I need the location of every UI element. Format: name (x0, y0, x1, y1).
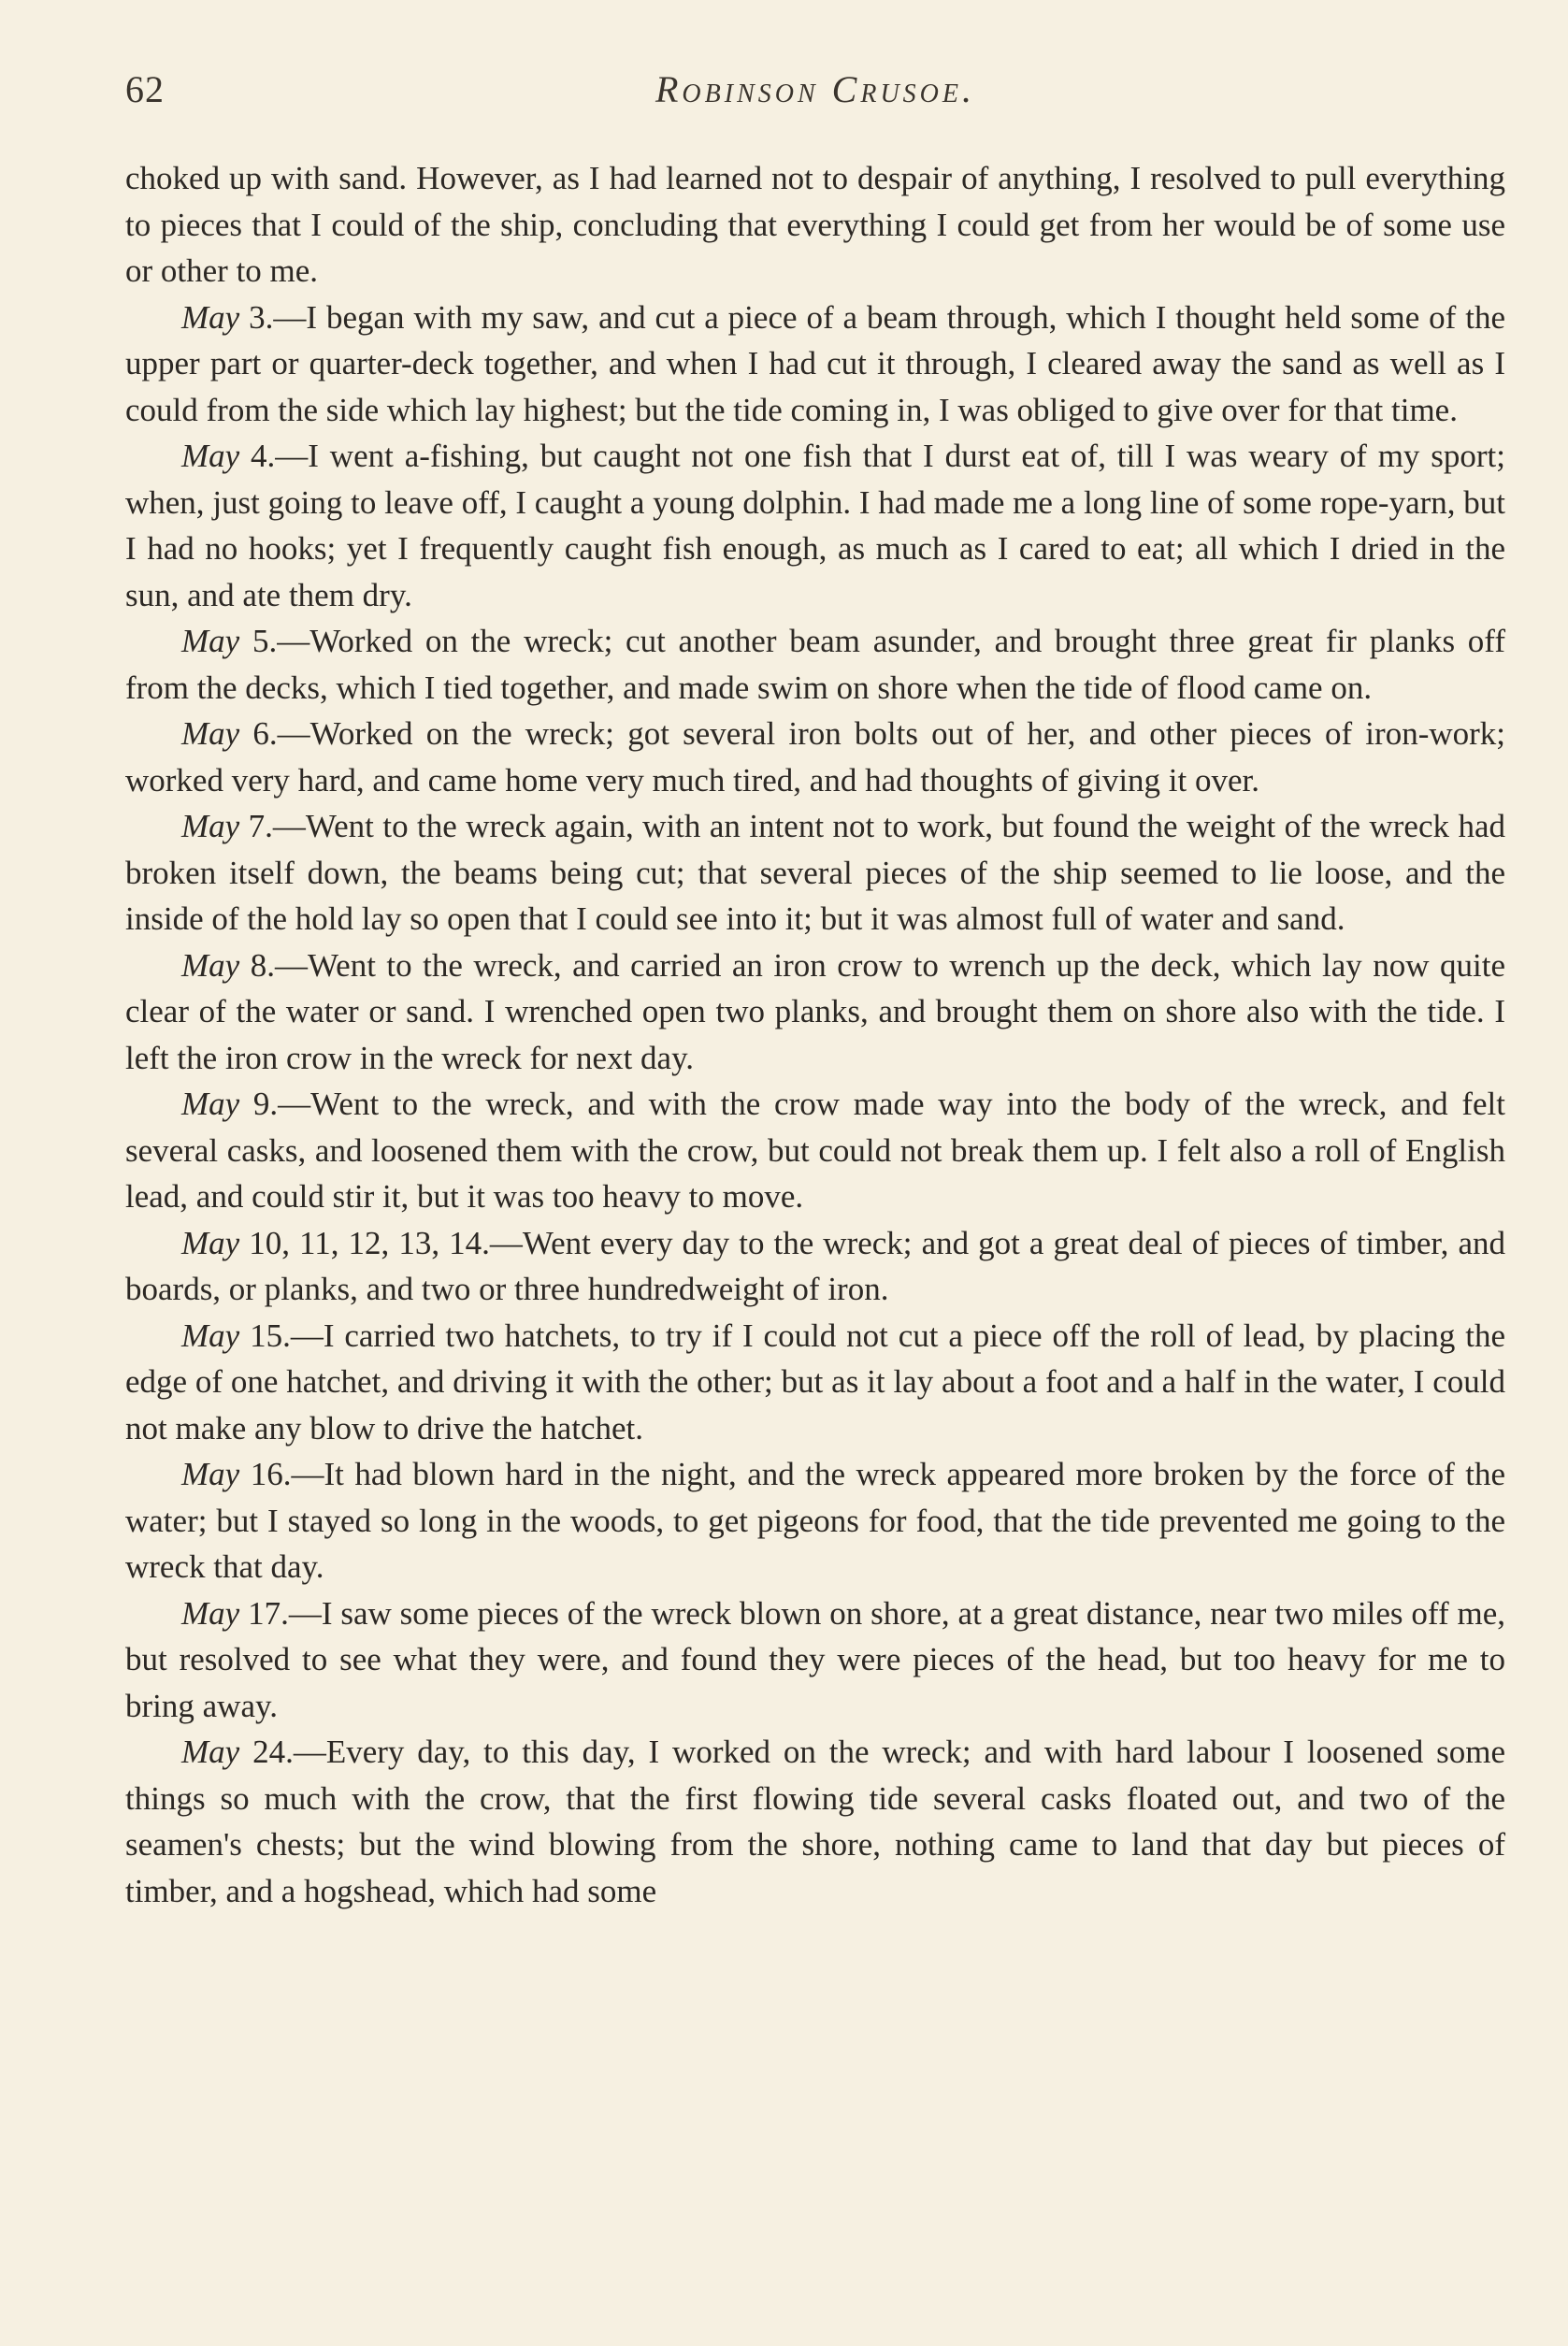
paragraph (125, 155, 1505, 295)
entry-text: 15.—I carried two hatchets, to try if I could not cut a piece off the roll of lead, by placing the edge of one hatchet, and driving it with the other; but as it lay about a foot and a half in the water, I could not make any blow to drive the hatchet. (125, 1317, 1505, 1446)
entry-date: May (181, 623, 240, 659)
running-title: Robinson Crusoe. (655, 68, 975, 110)
paragraph-text: choked up with sand. However, as I had learned not to despair of anything, I resolved to pull everything to pieces that I could of the ship, concluding that everything I could get from her would be of some use or other to me. (125, 160, 1505, 289)
entry-text: 24.—Every day, to this day, I worked on the wreck; and with hard labour I loosened some things so much with the crow, that the first flowing tide several casks floated out, and two of the seamen's chests; but the wind blowing from the shore, nothing came to land that day but pieces of timber, and a hogshead, which had some (125, 1734, 1505, 1909)
entry-date: May (181, 1086, 240, 1122)
journal-entry (125, 1590, 1505, 1730)
page-header (125, 67, 1505, 123)
entry-text: 9.—Went to the wreck, and with the crow made way into the body of the wreck, and felt several casks, and loosened them with the crow, but could not break them up. I felt also a roll of English lead, and could stir it, but it was too heavy to move. (125, 1086, 1505, 1215)
entry-text: 6.—Worked on the wreck; got several iron bolts out of her, and other pieces of iron-work; worked very hard, and came home very much tired, and had thoughts of giving it over. (125, 715, 1505, 799)
journal-entry (125, 943, 1505, 1082)
entry-text: 4.—I went a-fishing, but caught not one fish that I durst eat of, till I was weary of my sport; when, just going to leave off, I caught a young dolphin. I had made me a long line of some rope-yarn, but I had no hooks; yet I frequently caught fish enough, as much as I cared to eat; all which I dried in the sun, and ate them dry. (125, 438, 1505, 613)
entry-text: 7.—Went to the wreck again, with an intent not to work, but found the weight of the wreck had broken itself down, the beams being cut; that several pieces of the ship seemed to lie loose, and the inside of the hold lay so open that I could see into it; but it was almost full of water and sand. (125, 808, 1505, 937)
journal-entry (125, 1729, 1505, 1914)
entry-date: May (181, 715, 240, 752)
journal-entry (125, 433, 1505, 618)
entry-date: May (181, 946, 240, 984)
journal-entry (125, 1451, 1505, 1590)
journal-entry (125, 1081, 1505, 1220)
entry-text: 17.—I saw some pieces of the wreck blown on shore, at a great distance, near two miles off me, but resolved to see what they were, and found they were pieces of the head, but too heavy for me to bring away. (125, 1594, 1505, 1724)
entry-date: May (181, 298, 240, 336)
journal-entry (125, 295, 1505, 434)
entry-date: May (181, 1456, 240, 1492)
entry-text: 3.—I began with my saw, and cut a piece of a beam through, which I thought held some of the upper part or quarter-deck together, and when I had cut it through, I cleared away the sand as well as I could from the side which lay highest; but the tide coming in, I was obliged to give over for that time. (125, 298, 1505, 428)
entry-text: 5.—Worked on the wreck; cut another beam asunder, and brought three great fir planks off from the decks, which I tied together, and made swim on shore when the tide of flood came on. (125, 623, 1505, 706)
entry-text: 8.—Went to the wreck, and carried an iron crow to wrench up the deck, which lay now quite clear of the water or sand. I wrenched open two planks, and brought them on shore also with the tide. I left the iron crow in the wreck for next day. (125, 946, 1505, 1076)
entry-text: 10, 11, 12, 13, 14.—Went every day to the wreck; and got a great deal of pieces of timber, and boards, or planks, and two or three hundredweight of iron. (125, 1224, 1505, 1307)
journal-entry (125, 1313, 1505, 1452)
entry-date: May (181, 808, 240, 844)
body-text (125, 155, 1505, 1914)
journal-entry (125, 618, 1505, 711)
entry-date: May (181, 1317, 240, 1354)
entry-date: May (181, 438, 240, 474)
entry-date: May (181, 1594, 240, 1632)
journal-entry (125, 1220, 1505, 1313)
journal-entry (125, 803, 1505, 943)
entry-date: May (181, 1224, 240, 1261)
entry-text: 16.—It had blown hard in the night, and the wreck appeared more broken by the force of the water; but I stayed so long in the woods, to get pigeons for food, that the tide prevented me going to the wreck that day. (125, 1456, 1505, 1585)
page-number: 62 (125, 68, 165, 110)
entry-date: May (181, 1734, 240, 1770)
journal-entry (125, 711, 1505, 803)
